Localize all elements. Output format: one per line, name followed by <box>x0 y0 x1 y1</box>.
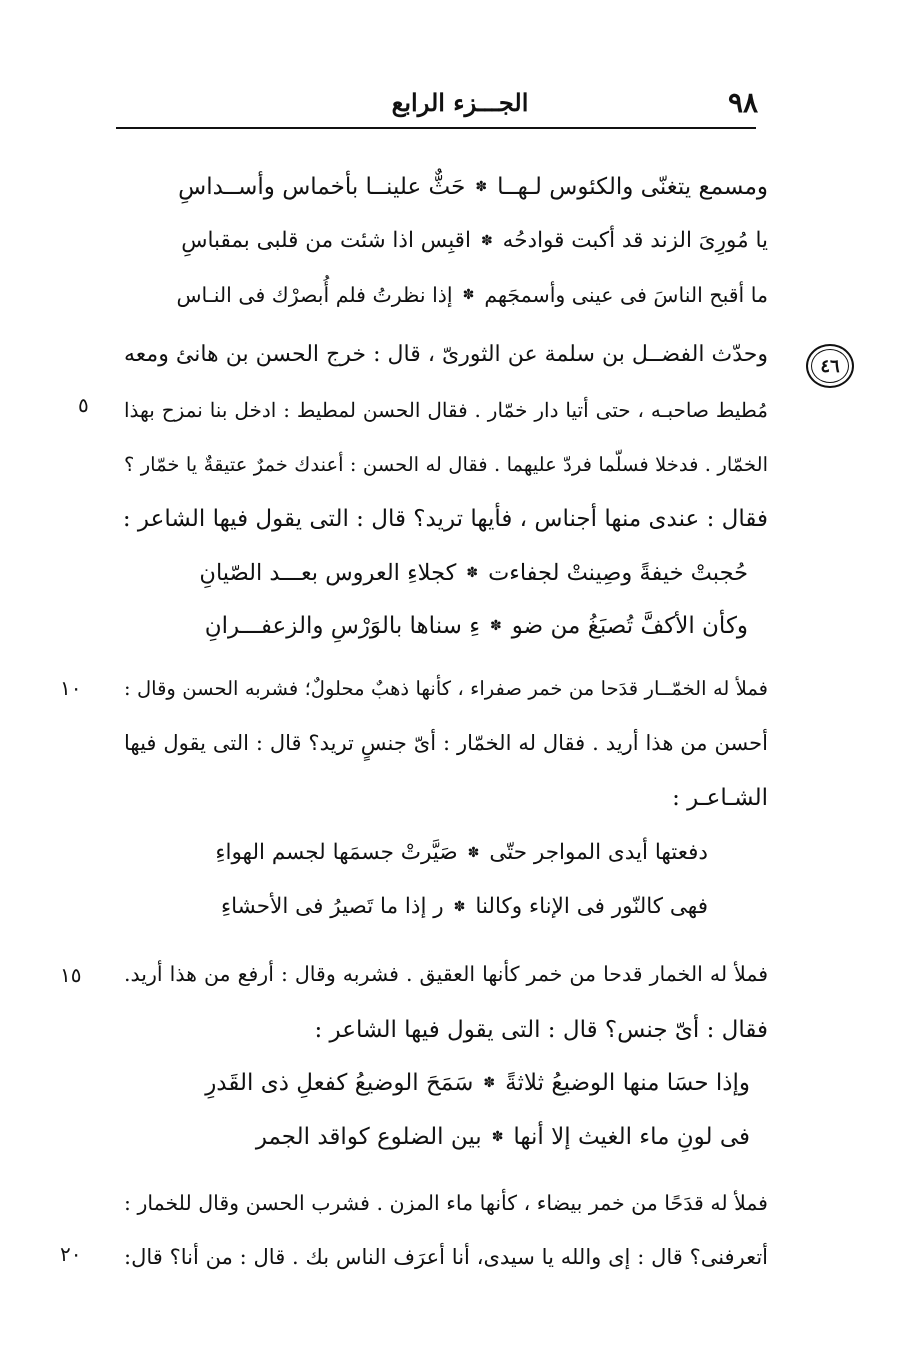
verse-hemistich-1: ومسمع يتغنّى والكئوس لـهــا <box>497 174 768 200</box>
verse-hemistich-1: فى لونِ ماء الغيث إلا أنها <box>513 1124 750 1150</box>
text-line: فملأ له الخمار قدحا من خمر كأنها العقيق . فشربه وقال : أرفع من هذا أريد. <box>124 962 768 986</box>
text-line: الشـاعـر : <box>672 785 768 811</box>
verse-separator: ✽ <box>490 618 502 634</box>
verse-line <box>176 226 768 256</box>
line-number: ٢٠ <box>60 1242 82 1266</box>
verse-separator: ✽ <box>466 565 479 581</box>
verse-hemistich-2: حَثٌّ علينــا بأخماس وأســداسِ <box>178 174 466 200</box>
verse-hemistich-2: بين الضلوع كواقد الجمر <box>255 1124 482 1150</box>
line-number: ١٠ <box>60 676 82 700</box>
line-number: ٥ <box>78 393 89 417</box>
verse-hemistich-1: دفعتها أيدى المواجر حتّى <box>489 840 708 865</box>
verse-hemistich-2: صَيَّرتْ جسمَها لجسم الهواءِ <box>215 840 458 865</box>
verse-hemistich-1: وكأن الأكفَّ تُصبَغُ من ضو <box>511 613 748 639</box>
verse-line <box>214 838 708 868</box>
verse-hemistich-1: حُجبتْ خيفةً وصِينتْ لجفاءت <box>488 560 748 586</box>
verse-hemistich-2: سَمَحَ الوضيعُ كفعلِ ذى القَدرِ <box>205 1070 474 1096</box>
verse-separator: ✽ <box>483 1075 496 1091</box>
verse-line <box>176 172 768 202</box>
verse-hemistich-2: ءِ سناها بالوَرْسِ والزعفـــرانِ <box>204 613 481 639</box>
text-line: مُطيط صاحبـه ، حتى أتيا دار خمّار . فقال الحسن لمطيط : ادخل بنا نمزح بهذا <box>124 398 768 422</box>
text-line: أحسن من هذا أريد . فقال له الخمّار : أىّ جنسٍ تريد؟ قال : التى يقول فيها <box>124 731 768 755</box>
text-line: فملأ له الخمّــار قدَحا من خمر صفراء ، كأنها ذهبٌ محلولٌ؛ فشربه الحسن وقال : <box>124 677 768 700</box>
verse-hemistich-2: إذا نظرتُ فلم أُبصرْك فى النـاس <box>176 283 453 307</box>
line-number: ١٥ <box>60 963 82 987</box>
verse-line <box>214 892 708 922</box>
verse-hemistich-2: ر إذا ما تَصيرُ فى الأحشاءِ <box>220 894 444 919</box>
verse-separator: ✽ <box>491 1129 504 1145</box>
side-marker: ٤٦ <box>806 344 854 388</box>
running-head: الجـــزء الرابع <box>391 88 529 117</box>
verse-line <box>196 611 748 641</box>
verse-hemistich-1: وإذا حسَا منها الوضيعُ ثلاثةً <box>505 1070 750 1096</box>
verse-separator: ✽ <box>480 233 493 249</box>
verse-line <box>196 558 748 588</box>
header-rule <box>116 127 756 129</box>
verse-line <box>176 280 768 310</box>
verse-hemistich-2: اقبِس اذا شئت من قلبى بمقباسِ <box>181 228 471 253</box>
verse-hemistich-1: ما أقبح الناسَ فى عينى وأسمجَهم <box>484 283 768 307</box>
verse-separator: ✽ <box>462 287 475 303</box>
page-number: ٩٨ <box>728 86 759 119</box>
text-line: الخمّار . فدخلا فسلّما فردّ عليهما . فقال له الحسن : أعندك خمرٌ عتيقةٌ يا خمّار ؟ <box>124 453 768 476</box>
verse-separator: ✽ <box>467 845 480 861</box>
text-line: فقال : عندى منها أجناس ، فأيها تريد؟ قال : التى يقول فيها الشاعر : <box>122 506 768 532</box>
verse-separator: ✽ <box>453 899 466 915</box>
verse-separator: ✽ <box>475 179 488 195</box>
verse-line <box>188 1122 750 1152</box>
text-line: وحدّث الفضــل بن سلمة عن الثورىّ ، قال : خرج الحسن بن هانئ ومعه <box>124 342 768 367</box>
verse-hemistich-1: يا مُورِىَ الزند قد أكبت قوادحُه <box>502 228 768 253</box>
text-line: أتعرفنى؟ قال : إى والله يا سيدى، أنا أعرَف الناس بك . قال : من أنا؟ قال: <box>124 1245 768 1269</box>
verse-line <box>188 1068 750 1098</box>
text-line: فقال : أىّ جنس؟ قال : التى يقول فيها الشاعر : <box>314 1017 768 1043</box>
verse-hemistich-2: كجلاءِ العروس بعـــد الصّيانِ <box>199 560 457 586</box>
verse-hemistich-1: فهى كالنّور فى الإناء وكالنا <box>475 894 708 919</box>
text-line: فملأ له قدَحًا من خمر بيضاء ، كأنها ماء المزن . فشرب الحسن وقال للخمار : <box>124 1191 768 1215</box>
